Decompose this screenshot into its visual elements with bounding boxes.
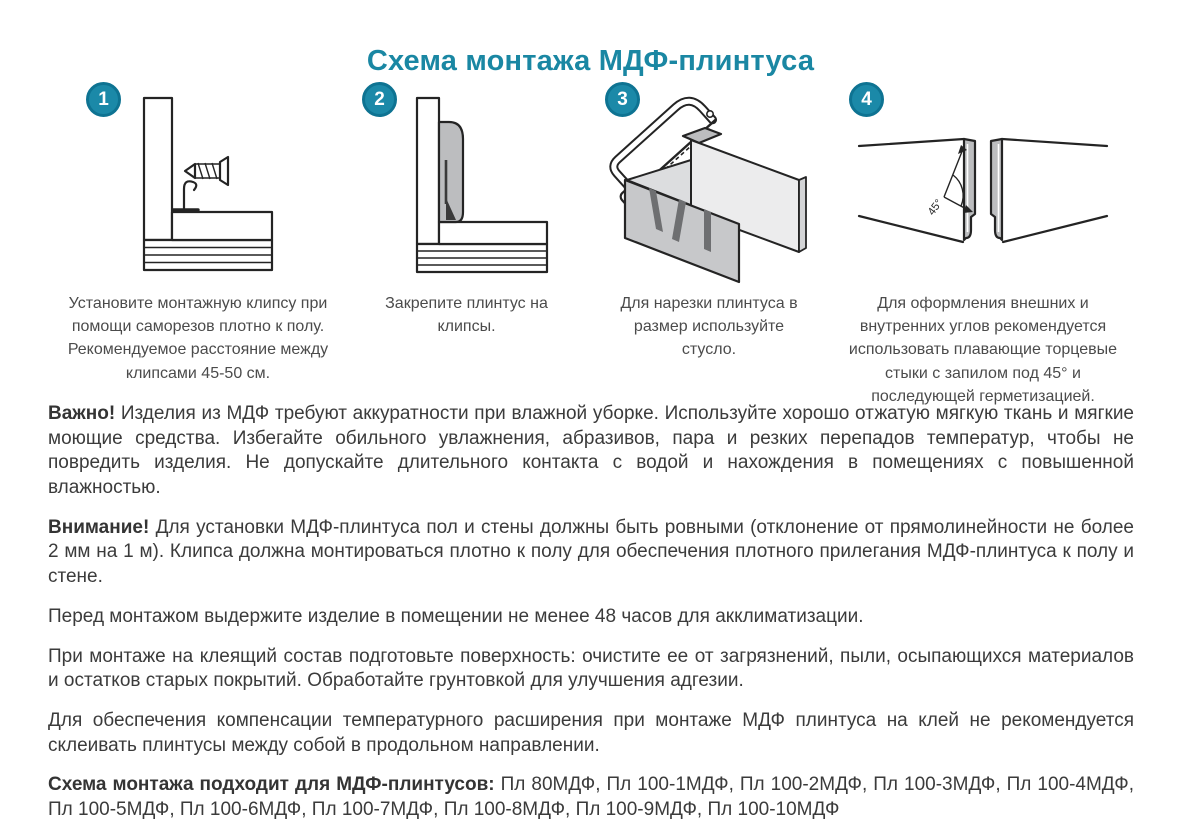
plinth-piece-left (859, 139, 975, 242)
step-number: 3 (617, 88, 628, 110)
step-number: 1 (98, 88, 109, 110)
paragraph-important: Важно! Изделия из МДФ требуют аккуратности при влажной уборке. Используйте хорошо отжатую мягкую ткань и мягкие моющие средства. Избегайте обильного увлажнения, абразивов, пара и резких перепадов температур, чтобы не повредить изделия. Не допускайте длительного контакта с водой и нахождения в помещениях с повышенной влажностью. (48, 403, 1134, 499)
wall-section (417, 98, 439, 244)
paragraph-glue-surface-prep: При монтаже на клеящий состав подготовьте поверхность: очистите ее от загрязнений, пыли, осыпающихся материалов и остатков старых покрытий. Обработайте грунтовкой для улучшения адгезии. (48, 645, 1134, 692)
instructions-text-block (48, 402, 1134, 838)
step-4-number-badge (849, 82, 884, 117)
clip-mounting-diagram (82, 92, 314, 276)
corner-45-degree-diagram (851, 94, 1115, 274)
step-1 (48, 82, 348, 408)
step-3 (585, 82, 833, 408)
floor-board (439, 222, 547, 244)
step-3-caption: Для нарезки плинтуса в размер используйте стусло. (620, 295, 798, 359)
step-2 (348, 82, 585, 408)
step-2-caption: Закрепите плинтус на клипсы. (385, 295, 548, 336)
step-number: 2 (374, 88, 385, 110)
paragraph-compatible-models: Схема монтажа подходит для МДФ-плинтусов: Пл 80МДФ, Пл 100-1МДФ, Пл 100-2МДФ, Пл 100-3МДФ, Пл 100-4МДФ, Пл 100-5МДФ, Пл 100-6МДФ, Пл 100-7МДФ, Пл 100-8МДФ, Пл 100-9МДФ, Пл 100-10МДФ (48, 774, 1134, 820)
paragraph-acclimatization: Перед монтажом выдержите изделие в помещении не менее 48 часов для акклиматизации. (48, 605, 864, 627)
step-2-number-badge (362, 82, 397, 117)
miter-box-back-wall (683, 128, 721, 143)
miter-box (625, 128, 806, 282)
step-number: 4 (861, 88, 872, 110)
paragraph-attention: Внимание! Для установки МДФ-плинтуса пол и стены должны быть ровными (отклонение от прямолинейности не более 2 мм на 1 м). Клипса должна монтироваться плотно к полу для обеспечения плотного прилегания МДФ-плинтуса к полу и стене. (48, 516, 1134, 588)
step-1-number-badge (86, 82, 121, 117)
step-4 (833, 82, 1133, 408)
page-title: Схема монтажа МДФ-плинтуса (366, 45, 815, 78)
paragraph-lead: Схема монтажа подходит для МДФ-плинтусов: (48, 774, 495, 796)
installation-steps-row (48, 82, 1133, 408)
mdf-plinth (439, 122, 463, 222)
paragraph-lead: Внимание! (48, 516, 150, 538)
step-1-caption: Установите монтажную клипсу при помощи саморезов плотно к полу. Рекомендуемое расстояние между клипсами 45-50 см. (67, 295, 329, 382)
plinth-piece-right (991, 139, 1107, 242)
paragraph-thermal-expansion: Для обеспечения компенсации температурного расширения при монтаже МДФ плинтуса на клей не рекомендуется склеивать плинтусы между собой в продольном направлении. (48, 709, 1134, 756)
mounting-clip (184, 181, 196, 210)
floor-board (172, 212, 272, 240)
wall-section (144, 98, 172, 240)
step-3-number-badge (605, 82, 640, 117)
step-4-caption: Для оформления внешних и внутренних углов рекомендуется использовать плавающие торцевые стыки с запилом под 45° и последующей герметизацией. (848, 295, 1118, 405)
plinth-attachment-diagram (369, 92, 565, 276)
paragraph-lead: Важно! (48, 403, 116, 424)
angle-label: 45° (925, 197, 946, 218)
miter-slot-90 (704, 209, 711, 252)
